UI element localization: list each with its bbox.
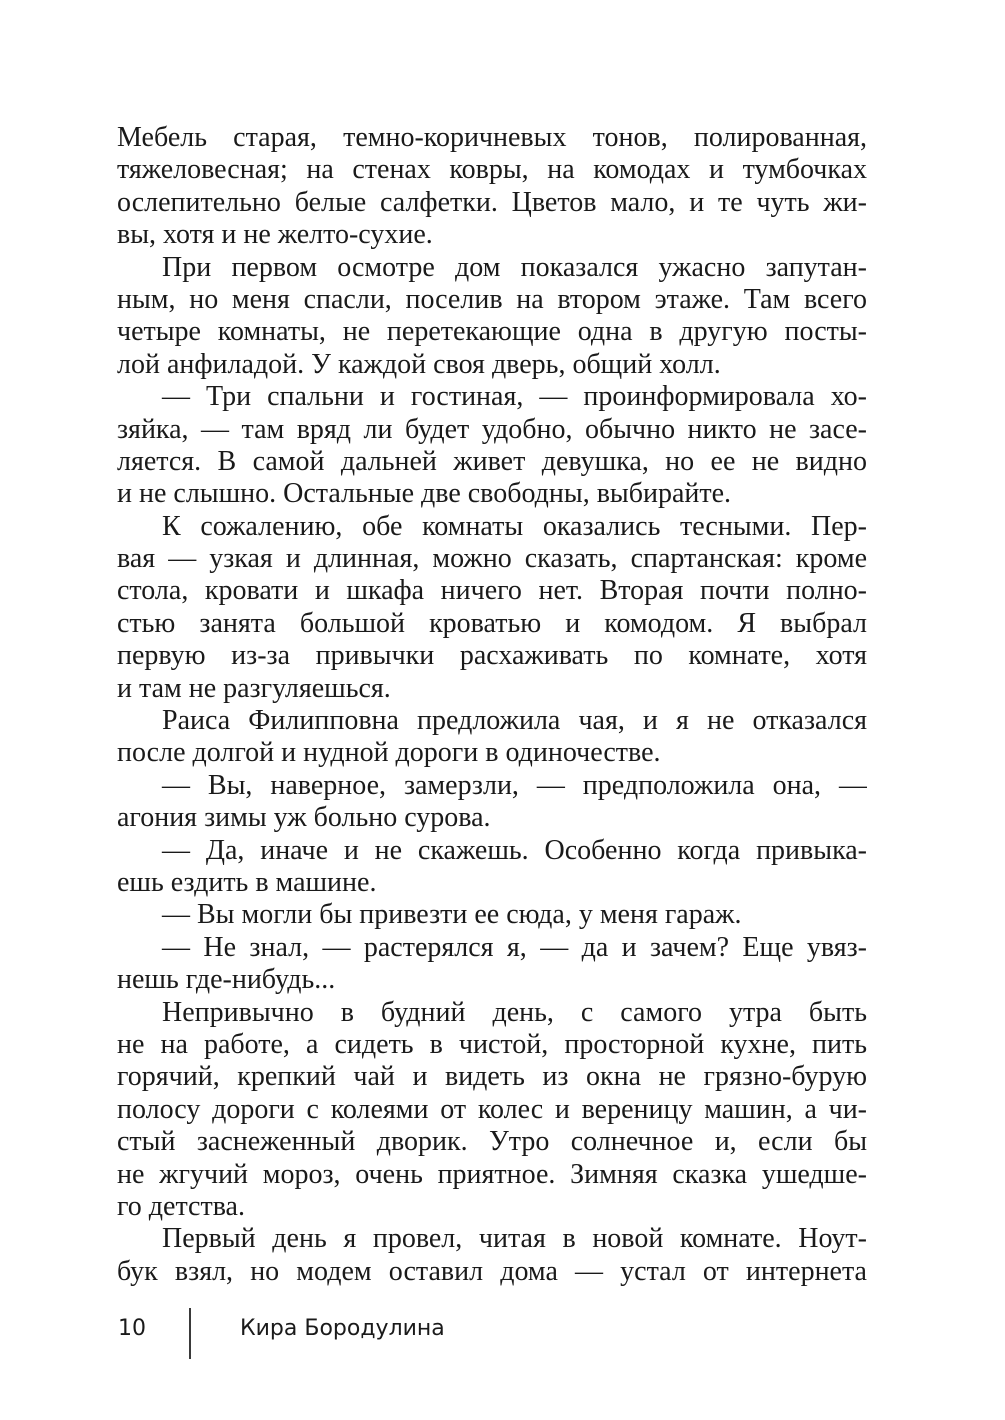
text-line: стола, кровати и шкафа ничего нет. Вторая почти полно-	[117, 575, 867, 607]
text-line: Непривычно в будний день, с самого утра быть	[162, 996, 867, 1028]
text-line: горячий, крепкий чай и видеть из окна не грязно-бурую	[117, 1061, 867, 1093]
text-line: го детства.	[117, 1190, 245, 1222]
text-line: бук взял, но модем оставил дома — устал от интернета	[117, 1255, 867, 1287]
text-line: ным, но меня спасли, поселив на втором этаже. Там всего	[117, 283, 867, 315]
text-line: Мебель старая, темно-коричневых тонов, полированная,	[117, 122, 867, 153]
footer-divider	[189, 1308, 191, 1359]
text-line: ослепительно белые салфетки. Цветов мало, и те чуть жи-	[117, 186, 867, 218]
text-line: четыре комнаты, не перетекающие одна в другую посты-	[117, 316, 867, 348]
text-line: — Не знал, — растерялся я, — да и зачем? Еще увяз-	[162, 931, 867, 963]
text-line: — Три спальни и гостиная, — проинформировала хо-	[162, 381, 867, 413]
running-footer-author: Кира Бородулина	[240, 1316, 445, 1341]
text-line: При первом осмотре дом показался ужасно запутан-	[162, 251, 867, 283]
text-line: агония зимы уж больно сурова.	[117, 802, 491, 834]
text-line: ляется. В самой дальней живет девушка, но ее не видно	[117, 445, 867, 477]
text-line: ешь ездить в машине.	[117, 866, 377, 898]
text-line: не жгучий мороз, очень приятное. Зимняя сказка ушедше-	[117, 1158, 867, 1190]
text-line: Раиса Филипповна предложила чая, и я не отказался	[162, 705, 867, 737]
text-line: и там не разгуляешься.	[117, 672, 391, 704]
text-line: Первый день я провел, читая в новой комнате. Ноут-	[162, 1223, 867, 1255]
text-line: К сожалению, обе комнаты оказались тесными. Пер-	[162, 510, 867, 542]
text-line: — Да, иначе и не скажешь. Особенно когда привыка-	[162, 834, 867, 866]
text-line: вы, хотя и не желто-сухие.	[117, 219, 433, 251]
text-line: лой анфиладой. У каждой своя дверь, общий холл.	[117, 348, 721, 380]
text-line: — Вы могли бы привезти ее сюда, у меня гараж.	[162, 899, 742, 931]
text-line: вая — узкая и длинная, можно сказать, спартанская: кроме	[117, 543, 867, 575]
text-line: стью занята большой кроватью и комодом. Я выбрал	[117, 607, 867, 639]
page-body-text	[117, 122, 867, 1288]
text-line: первую из-за привычки расхаживать по комнате, хотя	[117, 640, 867, 672]
text-line: — Вы, наверное, замерзли, — предположила она, —	[162, 769, 867, 801]
text-line: полосу дороги с колеями от колес и вереницу машин, а чи-	[117, 1093, 867, 1125]
text-line: после долгой и нудной дороги в одиночестве.	[117, 737, 661, 769]
page-number: 10	[118, 1316, 146, 1341]
text-line: нешь где-нибудь...	[117, 964, 336, 996]
text-line: не на работе, а сидеть в чистой, просторной кухне, пить	[117, 1028, 867, 1060]
text-line: тяжеловесная; на стенах ковры, на комодах и тумбочках	[117, 154, 867, 186]
text-line: стый заснеженный дворик. Утро солнечное и, если бы	[117, 1126, 867, 1158]
text-line: и не слышно. Остальные две свободны, выбирайте.	[117, 478, 732, 510]
text-line: зяйка, — там вряд ли будет удобно, обычно никто не засе-	[117, 413, 867, 445]
